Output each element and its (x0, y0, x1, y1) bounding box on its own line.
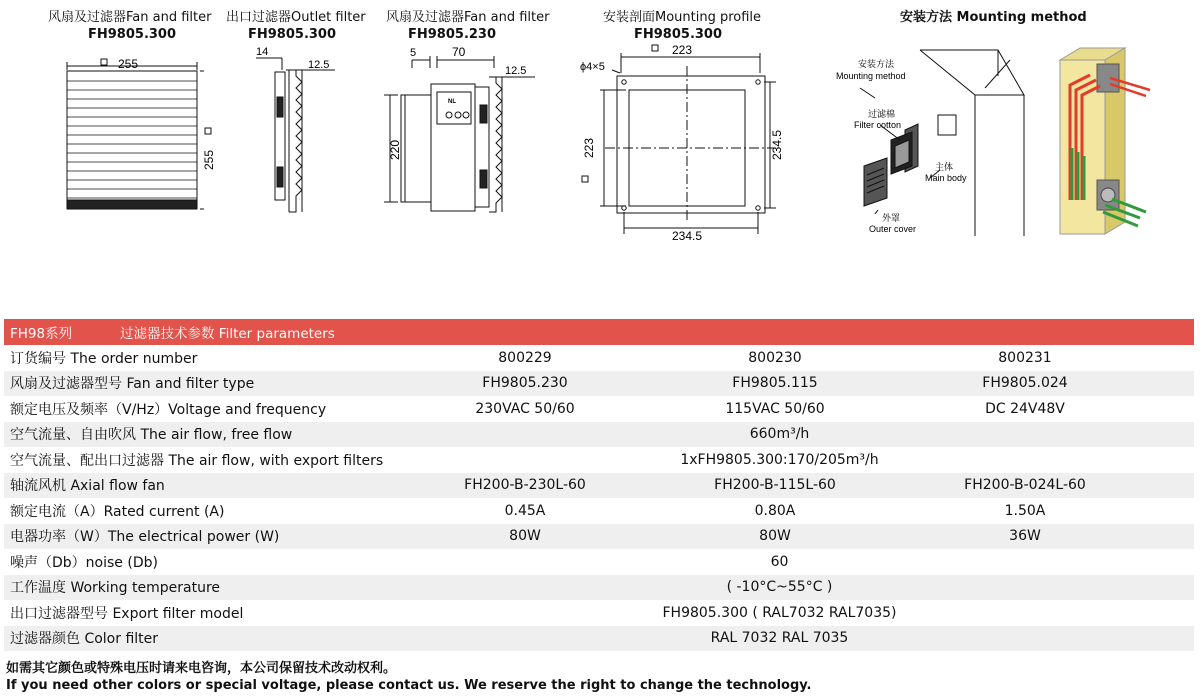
cell-span: ( -10°C~55°C ) (726, 579, 833, 596)
fig4-title: 安装剖面Mounting profile (603, 10, 762, 25)
fig1-title: 风扇及过滤器Fan and filter (48, 10, 212, 25)
row-label: 空气流量、自由吹风 The air flow, free flow (10, 427, 293, 444)
fig5-cabinet-airflow (1060, 48, 1150, 234)
cell: 0.45A (504, 502, 546, 519)
cell: FH9805.115 (732, 375, 818, 392)
row-label: 订货编号 The order number (10, 350, 198, 367)
table-row (4, 626, 1194, 652)
technical-drawings (0, 0, 1200, 300)
filter-parameters-table (4, 319, 1194, 651)
cell: 800230 (748, 349, 802, 366)
fig3-dim-70: 70 (452, 45, 466, 59)
fig5-label-body-en: Main body (925, 173, 967, 183)
row-label: 出口过滤器型号 Export filter model (10, 605, 244, 622)
cell: FH200-B-115L-60 (714, 477, 836, 494)
fig1-model: FH9805.300 (88, 27, 177, 42)
row-label: 额定电流（A）Rated current (A) (10, 503, 225, 520)
row-label: 工作温度 Working temperature (10, 580, 220, 597)
fig3-model: FH9805.230 (408, 27, 497, 42)
fig5-label-cover-en: Outer cover (869, 224, 917, 234)
fig2-model: FH9805.300 (248, 27, 337, 42)
cell-span: 60 (770, 553, 789, 570)
cell-span: 660m³/h (749, 426, 810, 443)
row-label: 过滤器颜色 Color filter (10, 631, 159, 648)
row-label: 轴流风机 Axial flow fan (10, 478, 165, 495)
table-row (4, 396, 1194, 422)
cell-span: FH9805.300 ( RAL7032 RAL7035) (662, 604, 897, 621)
table-header-title: 过滤器技术参数 Filter parameters (120, 326, 335, 342)
cell: FH200-B-024L-60 (964, 477, 1086, 494)
fig1-height-label: 255 (202, 149, 216, 170)
cell: FH200-B-230L-60 (464, 477, 586, 494)
fig2-outlet-filter-side (256, 58, 335, 212)
fig3-plate-label: NL (448, 99, 456, 105)
fig4-dim-top: 223 (672, 43, 693, 57)
fig4-dim-right: 234.5 (770, 129, 784, 160)
fig2-dim-12-5: 12.5 (308, 59, 330, 71)
cell: 80W (509, 528, 541, 545)
fig4-hole-label: ϕ4×5 (580, 61, 605, 73)
fig5-label-cotton-cn: 过滤棉 (868, 109, 896, 119)
fig3-dim-220: 220 (388, 139, 402, 160)
row-label: 空气流量、配出口过滤器 The air flow, with export filters (10, 452, 384, 469)
table-row (4, 345, 1194, 371)
table-row (4, 473, 1194, 499)
table-row (4, 447, 1194, 473)
row-label: 风扇及过滤器型号 Fan and filter type (10, 376, 255, 393)
table-row (4, 549, 1194, 575)
fig5-label-body-cn: 主体 (935, 162, 954, 172)
cell: 1.50A (1004, 502, 1046, 519)
fig4-dim-bottom: 234.5 (672, 229, 703, 243)
fig4-mounting-profile (582, 45, 776, 234)
cell: DC 24V48V (985, 400, 1065, 417)
drawings-area (0, 0, 1200, 300)
cell: FH9805.024 (982, 375, 1068, 392)
fig4-dim-left: 223 (582, 137, 596, 158)
fig5-title: 安装方法 Mounting method (900, 10, 1087, 25)
row-label: 电器功率（W）The electrical power (W) (10, 529, 280, 546)
table-row (4, 422, 1194, 448)
fig3-fan-filter-side (384, 56, 535, 212)
fig3-title: 风扇及过滤器Fan and filter (386, 10, 550, 25)
fig3-dim-5: 5 (410, 47, 417, 59)
cell-span: 1xFH9805.300:170/205m³/h (680, 451, 879, 468)
cell: 115VAC 50/60 (725, 400, 825, 417)
cell: 800231 (998, 349, 1052, 366)
fig2-dim-14: 14 (256, 46, 269, 58)
row-label: 额定电压及频率（V/Hz）Voltage and frequency (10, 401, 327, 418)
row-label: 噪声（Db）noise (Db) (10, 554, 158, 571)
fig2-title: 出口过滤器Outlet filter (226, 10, 366, 25)
cell: 80W (759, 528, 791, 545)
cell: 230VAC 50/60 (475, 400, 575, 417)
table-header-series: FH98系列 (10, 326, 73, 342)
fig4-model: FH9805.300 (634, 27, 723, 42)
fig5-label-method-cn: 安装方法 (858, 59, 895, 69)
fig5-label-cover-cn: 外罩 (882, 213, 901, 223)
table-row (4, 600, 1194, 626)
fig5-label-method-en: Mounting method (836, 71, 906, 81)
fig3-dim-12-5: 12.5 (505, 65, 527, 77)
cell-span: RAL 7032 RAL 7035 (710, 630, 849, 647)
footnote-cn: 如需其它颜色或特殊电压时请来电咨询，本公司保留技术改动权利。 (6, 661, 397, 676)
cell: 800229 (498, 349, 552, 366)
cell: 36W (1009, 528, 1041, 545)
table-row (4, 498, 1194, 524)
fig1-fan-filter-front (67, 59, 211, 209)
table-row (4, 575, 1194, 601)
cell: 0.80A (754, 502, 796, 519)
table-row (4, 371, 1194, 397)
footnote-en: If you need other colors or special voltage, please contact us. We reserve the right to change the technology. (6, 678, 812, 693)
cell: FH9805.230 (482, 375, 568, 392)
table-row (4, 524, 1194, 550)
fig5-label-cotton-en: Filter cotton (854, 120, 902, 130)
fig1-width-label: 255 (118, 57, 139, 71)
table-header (4, 319, 1194, 345)
